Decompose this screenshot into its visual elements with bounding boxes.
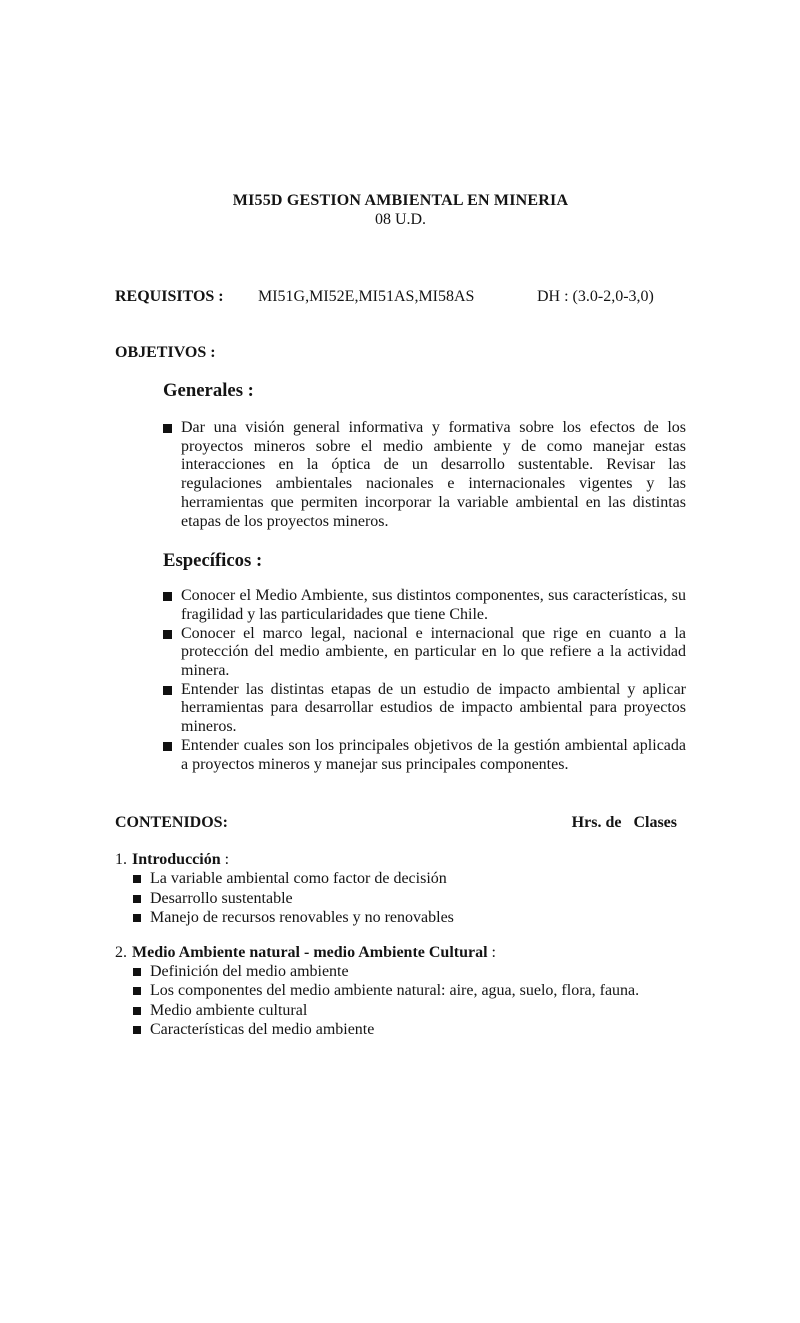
list-item <box>133 1001 686 1020</box>
section-title: Introducción <box>132 851 221 869</box>
document-page <box>0 191 800 1323</box>
list-item <box>163 737 686 774</box>
list-item <box>133 908 686 927</box>
list-item <box>133 889 686 908</box>
square-bullet-icon <box>133 1026 141 1034</box>
specific-objective-text: Entender cuales son los principales objetivos de la gestión ambiental aplicada a proyectos mineros y manejar sus principales componentes. <box>181 736 686 773</box>
topic-text: Los componentes del medio ambiente natural: aire, agua, suelo, flora, fauna. <box>150 982 640 1000</box>
list-item <box>133 962 686 981</box>
list-item <box>163 419 686 531</box>
specific-objective-text: Conocer el marco legal, nacional e internacional que rige en cuanto a la protección del medio ambiente, en particular en lo que refiere a la actividad minera. <box>181 624 686 680</box>
requisitos-codes: MI51G,MI52E,MI51AS,MI58AS <box>258 288 475 305</box>
square-bullet-icon <box>133 1007 141 1015</box>
topic-text: Manejo de recursos renovables y no renovables <box>150 908 454 926</box>
requisitos-dh-value: DH : (3.0-2,0-3,0) <box>537 288 654 305</box>
general-objective-text: Dar una visión general informativa y formativa sobre los efectos de los proyectos mineros sobre el medio ambiente y de como manejar estas interacciones en la óptica de un desarrollo sustentable. Revisar las regulaciones ambientales nacionales e internacionales vigentes y las herramientas que permiten incorporar la variable ambiental en las distintas etapas de los proyectos mineros. <box>181 419 686 530</box>
square-bullet-icon <box>133 914 141 922</box>
objetivos-heading: OBJETIVOS : <box>115 344 216 361</box>
topic-text: La variable ambiental como factor de decisión <box>150 870 447 888</box>
specific-objective-text: Entender las distintas etapas de un estudio de impacto ambiental y aplicar herramientas para desarrollar estudios de impacto ambiental para proyectos mineros. <box>181 680 686 736</box>
list-item <box>163 625 686 681</box>
especificos-list <box>115 587 686 774</box>
square-bullet-icon <box>133 895 141 903</box>
topic-text: Medio ambiente cultural <box>150 1001 308 1019</box>
square-bullet-icon <box>133 968 141 976</box>
section-title: Medio Ambiente natural - medio Ambiente Cultural <box>132 944 488 962</box>
topic-text: Características del medio ambiente <box>150 1021 375 1039</box>
hours-column-header: Hrs. de Clases <box>571 814 677 832</box>
square-bullet-icon <box>163 424 172 433</box>
square-bullet-icon <box>133 875 141 883</box>
section-heading <box>115 850 686 869</box>
list-item <box>163 681 686 737</box>
section-number: 1. <box>115 851 127 869</box>
specific-objective-text: Conocer el Medio Ambiente, sus distintos componentes, sus características, su fragilidad y las particularidades que tiene Chile. <box>181 587 686 623</box>
generales-heading: Generales : <box>163 380 254 401</box>
topic-text: Desarrollo sustentable <box>150 889 293 907</box>
square-bullet-icon <box>163 686 172 695</box>
contenidos-header-row <box>115 813 686 832</box>
course-credits: 08 U.D. <box>374 211 427 228</box>
section-number: 2. <box>115 944 127 962</box>
course-title: MI55D GESTION AMBIENTAL EN MINERIA <box>232 192 569 209</box>
list-item <box>133 981 686 1000</box>
topic-text: Definición del medio ambiente <box>150 963 349 981</box>
list-item <box>133 1020 686 1039</box>
section-colon: : <box>220 851 230 869</box>
list-item <box>133 869 686 888</box>
requisitos-label: REQUISITOS : <box>115 288 224 305</box>
section-colon: : <box>487 944 496 962</box>
section-heading <box>115 943 686 962</box>
section-topic-list <box>115 869 686 927</box>
list-item <box>163 587 686 624</box>
square-bullet-icon <box>133 987 141 995</box>
contenidos-heading: CONTENIDOS: <box>115 814 228 832</box>
square-bullet-icon <box>163 742 172 751</box>
square-bullet-icon <box>163 592 172 601</box>
especificos-heading: Específicos : <box>163 550 263 572</box>
square-bullet-icon <box>163 630 172 639</box>
section-topic-list <box>115 962 686 1039</box>
requisitos-row <box>115 287 686 306</box>
